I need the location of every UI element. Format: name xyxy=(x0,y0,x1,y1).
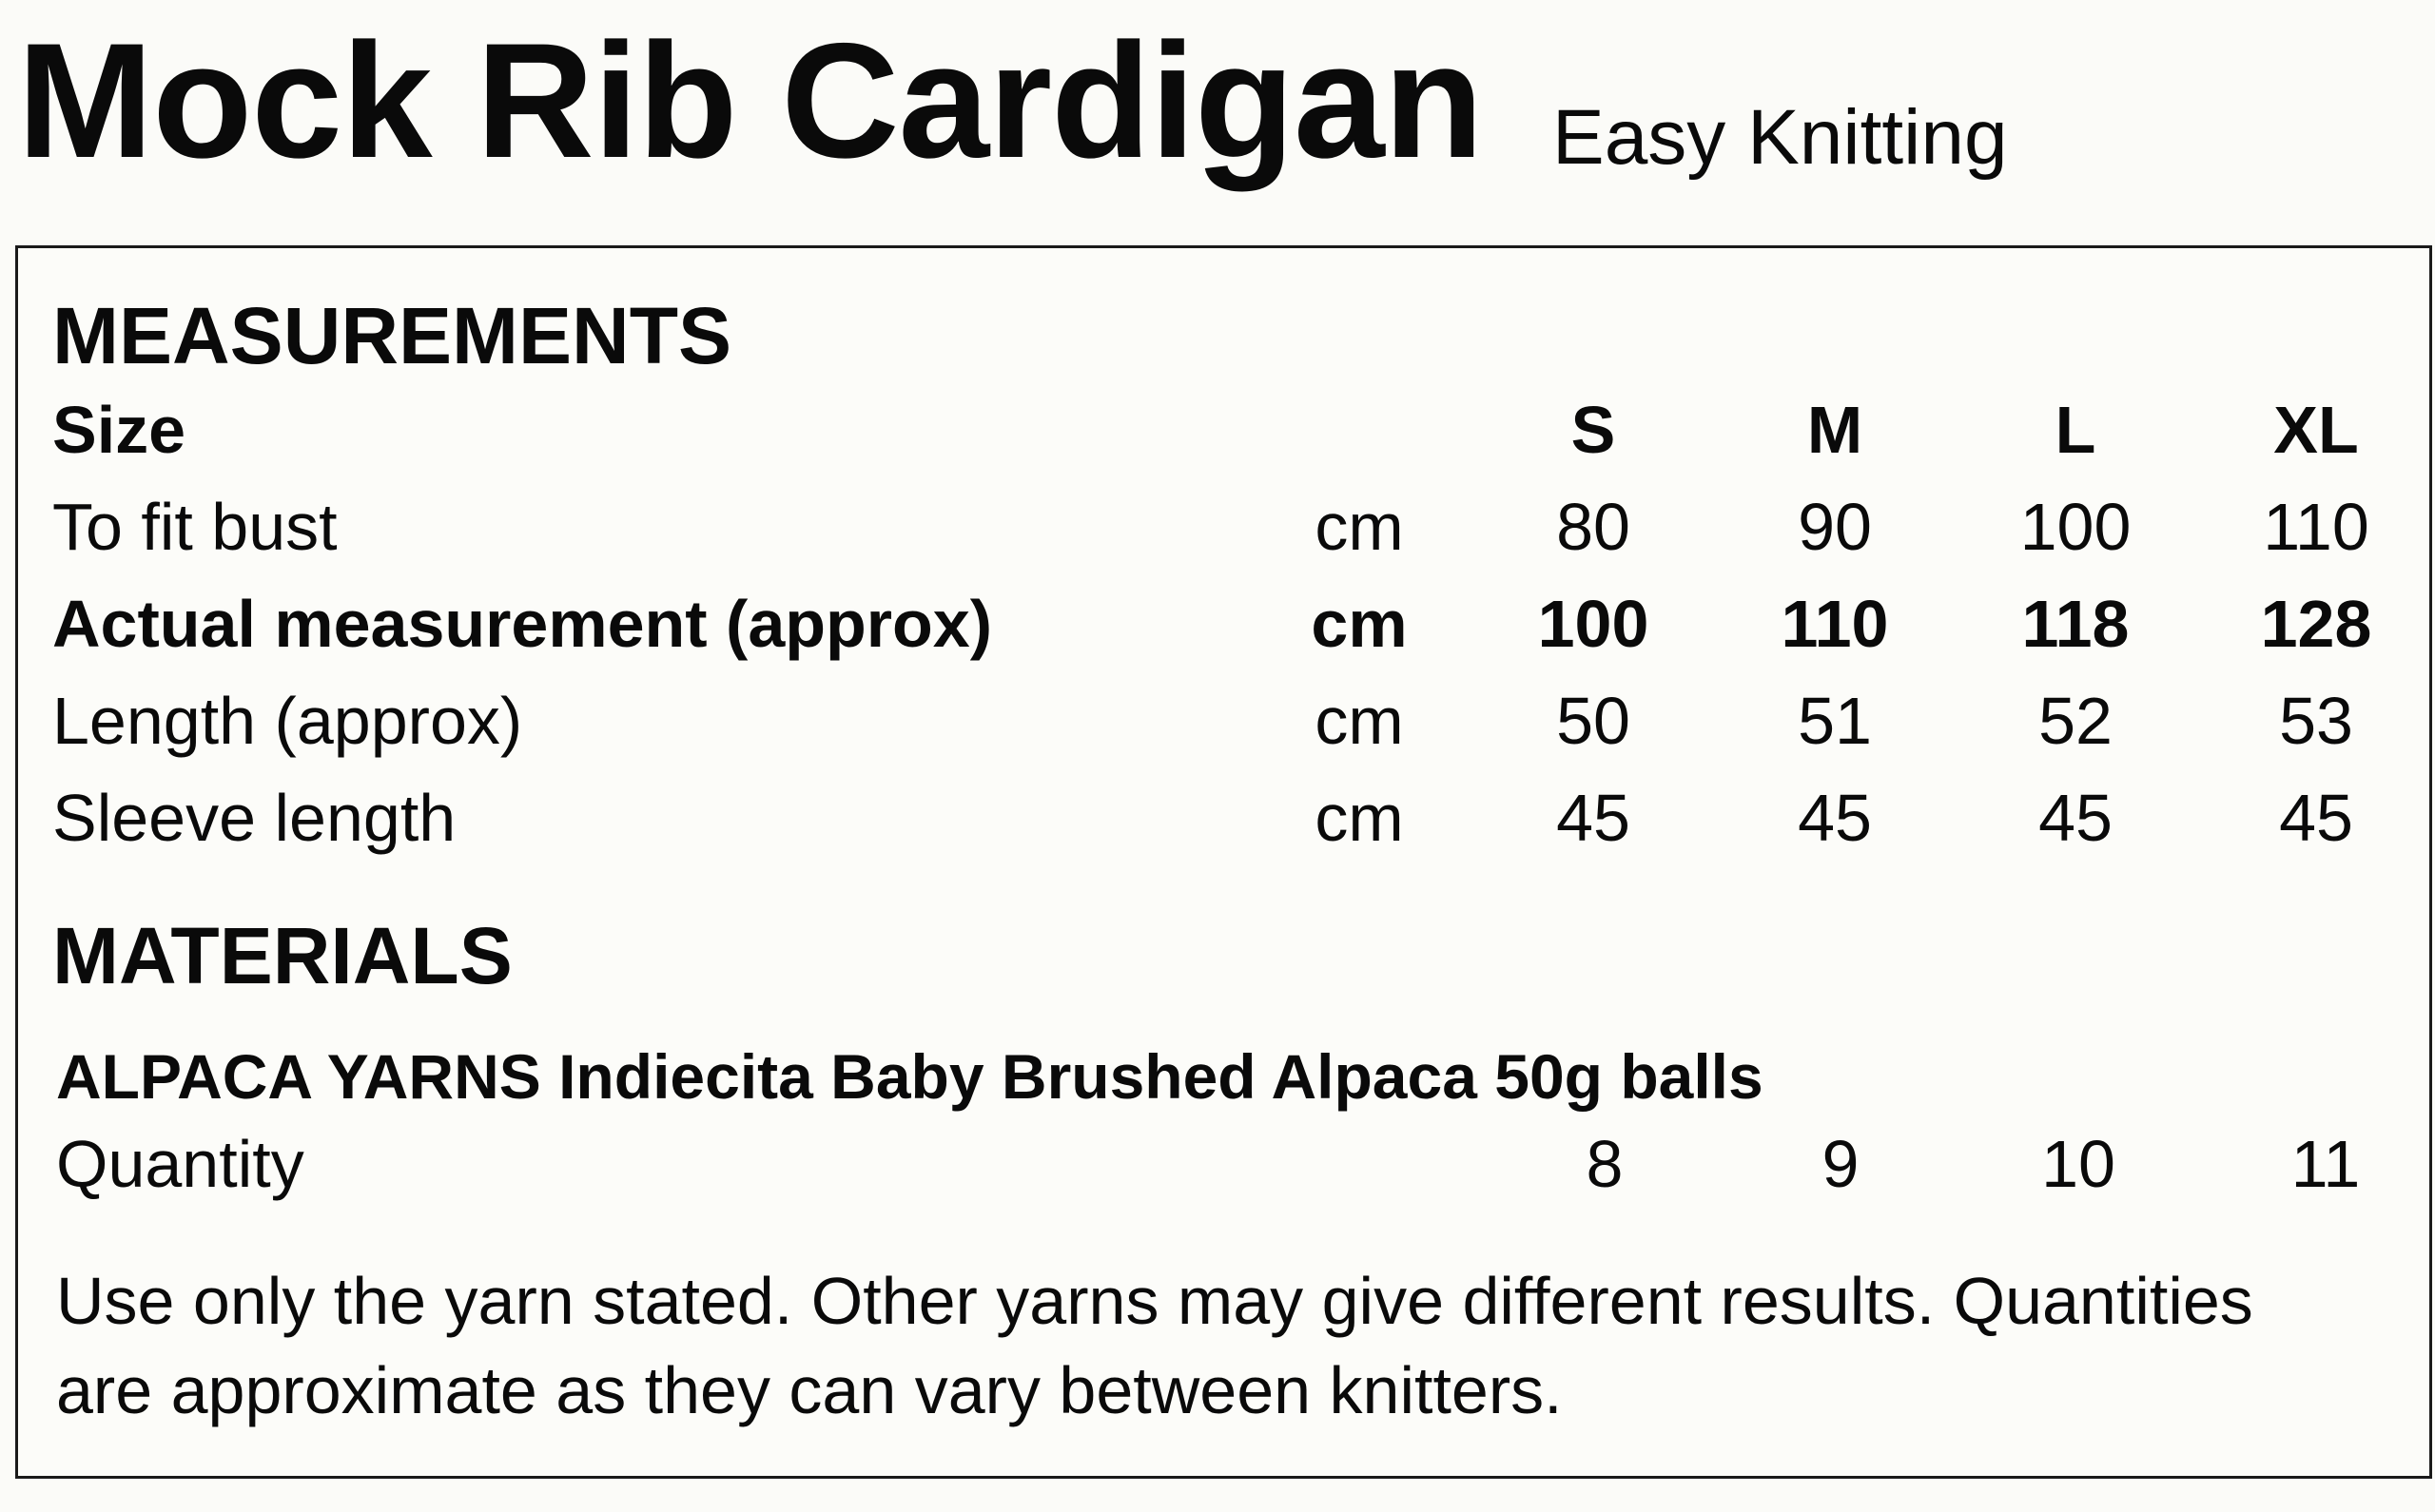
row-unit: cm xyxy=(1315,490,1404,564)
size-s: S xyxy=(1570,393,1616,467)
row-unit: cm xyxy=(1315,781,1404,855)
quantity-xl: 11 xyxy=(2290,1127,2361,1201)
row-unit: cm xyxy=(1311,587,1408,661)
row-value-m: 110 xyxy=(1781,587,1889,661)
row-unit: cm xyxy=(1315,684,1404,758)
yarn-note xyxy=(56,1256,2396,1435)
row-value-xl: 45 xyxy=(2279,781,2353,855)
size-xl: XL xyxy=(2273,393,2359,467)
page-subtitle: Easy Knitting xyxy=(1552,94,2008,181)
row-value-l: 52 xyxy=(2038,684,2113,758)
row-value-s: 80 xyxy=(1556,490,1630,564)
note-line: Use only the yarn stated. Other yarns may give different results. Quantities xyxy=(56,1264,2253,1338)
row-label: Actual measurement (approx) xyxy=(52,587,993,661)
page-title: Mock Rib Cardigan xyxy=(17,10,1483,192)
note-line: are approximate as they can vary between knitters. xyxy=(56,1353,1563,1427)
row-value-m: 51 xyxy=(1798,684,1872,758)
quantity-s: 8 xyxy=(1586,1127,1624,1201)
row-value-xl: 53 xyxy=(2279,684,2353,758)
table-row xyxy=(18,484,2429,570)
materials-heading: MATERIALS xyxy=(52,911,513,1000)
row-value-m: 45 xyxy=(1798,781,1872,855)
size-l: L xyxy=(2055,393,2096,467)
table-row xyxy=(18,775,2429,861)
size-m: M xyxy=(1806,393,1863,467)
row-value-xl: 128 xyxy=(2260,587,2372,661)
size-label: Size xyxy=(52,393,186,467)
quantity-m: 9 xyxy=(1821,1127,1860,1201)
measurements-heading: MEASUREMENTS xyxy=(52,291,732,380)
row-value-xl: 110 xyxy=(2263,490,2369,564)
row-label: To fit bust xyxy=(52,490,338,564)
row-value-m: 90 xyxy=(1798,490,1872,564)
yarn-description: ALPACA YARNS Indiecita Baby Brushed Alpaca 50g balls xyxy=(56,1041,1763,1112)
row-value-l: 45 xyxy=(2038,781,2113,855)
row-value-s: 50 xyxy=(1556,684,1630,758)
quantity-label: Quantity xyxy=(56,1127,304,1201)
row-value-s: 45 xyxy=(1556,781,1630,855)
row-label: Length (approx) xyxy=(52,684,523,758)
table-row xyxy=(18,678,2429,764)
info-panel xyxy=(15,245,2432,1479)
row-value-s: 100 xyxy=(1537,587,1649,661)
row-label: Sleeve length xyxy=(52,781,457,855)
quantity-row xyxy=(18,1121,2429,1207)
table-row xyxy=(18,581,2429,667)
size-header-row xyxy=(18,387,2429,473)
row-value-l: 118 xyxy=(2021,587,2130,661)
row-value-l: 100 xyxy=(2019,490,2132,564)
quantity-l: 10 xyxy=(2041,1127,2115,1201)
